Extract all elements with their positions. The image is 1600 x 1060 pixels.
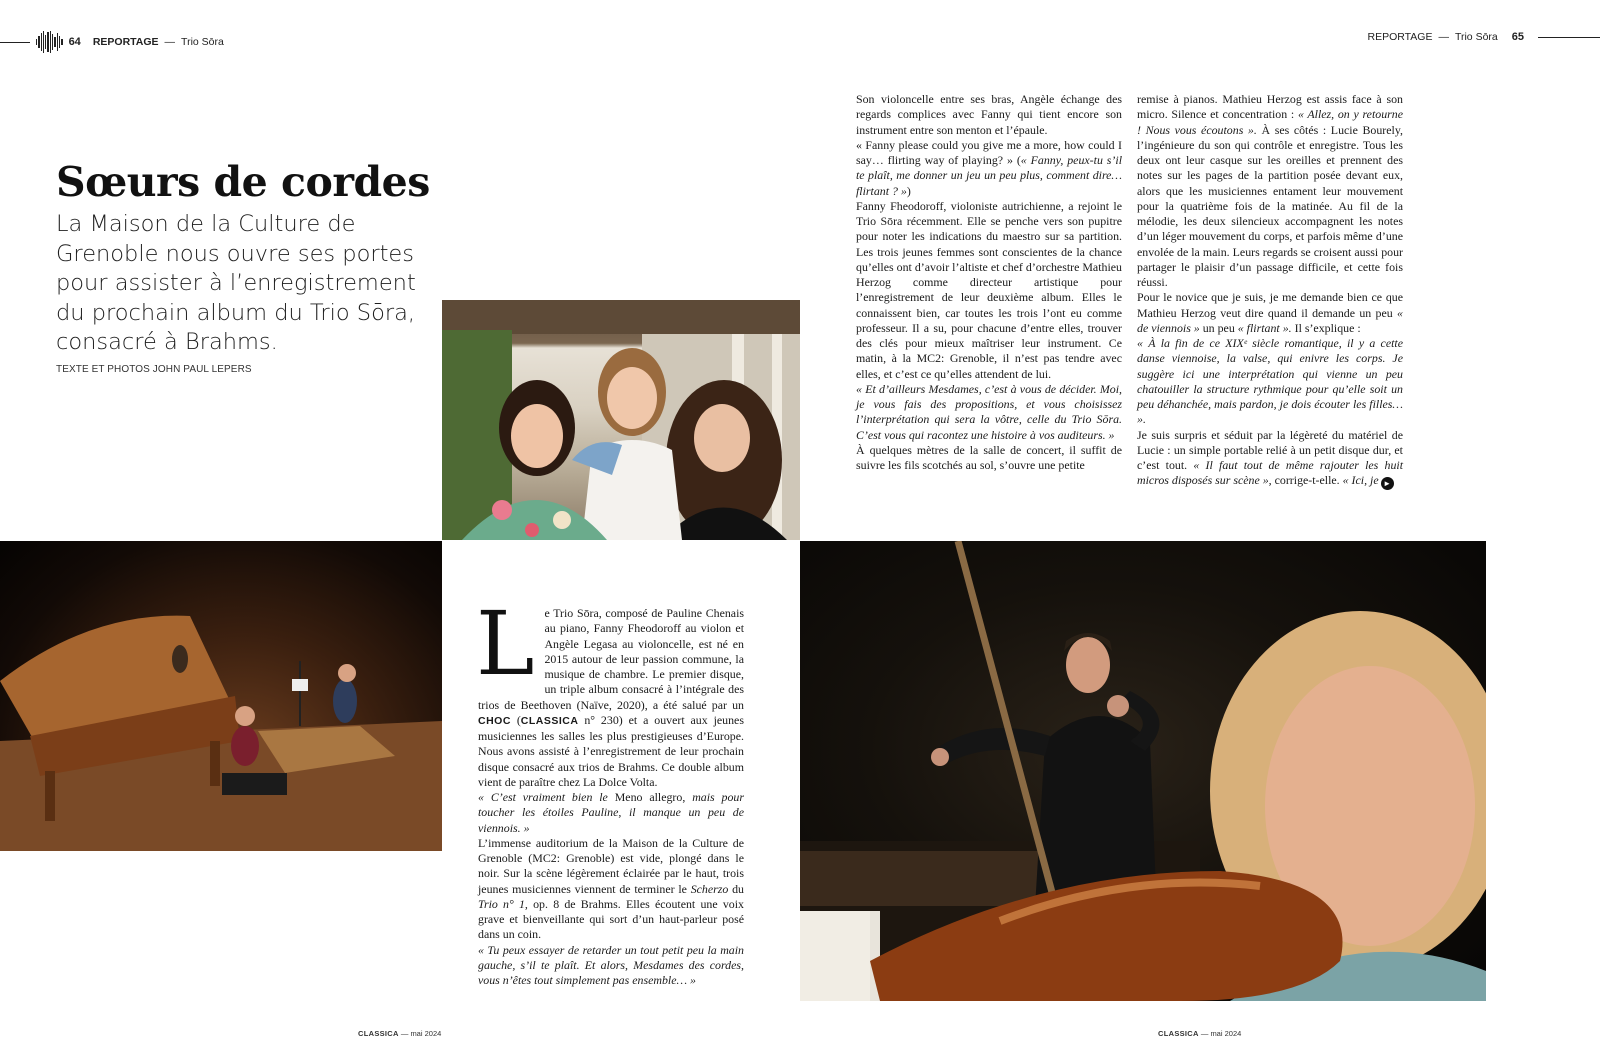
paragraph: remise à pianos. Mathieu Herzog est assis face à son micro. Silence et concentration : « Allez, on y retourne ! Nous vous écoutons ». À ses côtés : Lucie Bourely, l’ingénieure du son qui contrôle et enregistre. Tous les deux ont leur casque sur les oreilles et prennent des notes sur les pages de la partition posée devant eux, alors que les musiciennes entament leur mouvement pour la quatrième fois de la matinée. Au fil de la mélodie, les deux silencieux accompagnent les notes d’un léger mouvement du corps, et parfois même d’une envolée de la main. Leurs regards se croisent aussi pour partager le plaisir d’un passage difficile, et cette fois réussi. [1137, 92, 1403, 289]
dropcap: L [476, 592, 535, 695]
paragraph: Fanny Fheodoroff, violoniste autrichienne, a rejoint le Trio Sōra récemment. Elle se penche vers son pupitre pour noter les indications du maestro sur sa partition. Les trois jeunes femmes sont conscientes de la chance qu’elles ont d’avoir l’altiste et chef d’orchestre Mathieu Herzog comme directeur artistique pour l’enregistrement de leur deuxième album. Elles le connaissent bien, car toutes les trois l’ont eu comme professeur. Il a su, pour chacune d’entre elles, trouver des clés pour mieux maîtriser leur instrument. Ce matin, à la MC2: Grenoble, il n’est pas tendre avec elles, et c’est ce qu’elles attendent de lui. [856, 198, 1122, 381]
paragraph: Pour le novice que je suis, je me demande bien ce que Mathieu Herzog veut dire quand il demande un peu « de viennois » un peu « flirtant ». Il s’explique : [1137, 290, 1403, 335]
article-subtitle: La Maison de la Culture de Grenoble nous ouvre ses portes pour assister à l’enregistrement du prochain album du Trio Sōra, consacré à Brahms. [56, 211, 416, 355]
header-topic: Trio Sōra [181, 36, 224, 48]
header-separator: — [1438, 31, 1449, 43]
footer-brand: CLASSICA [1158, 1029, 1199, 1038]
paragraph: e Trio Sōra, composé de Pauline Chenais au piano, Fanny Fheodoroff au violon et Angèle Legasa au violoncelle, est né en 2015 autour de leur passion commune, la musique de chambre. Le premier disque, un triple album consacré à l’intégrale des trios de Beethoven (Naïve, 2020), a été salué par un CHOC (CLASSICA n° 230) et a ouvert aux jeunes musiciennes les salles les plus prestigieuses d’Europe. Nous avons assisté à l’enregistrement de leur prochain disque consacré aux trios de Brahms. Ce double album vient de paraître chez La Dolce Volta. [478, 606, 744, 789]
section-label: REPORTAGE [1367, 31, 1433, 43]
header-separator: — [164, 36, 176, 48]
conductor-violin-photo [800, 541, 1486, 1001]
stage-piano-photo [0, 541, 442, 851]
quote: « C’est vraiment bien le Meno allegro, mais pour toucher les étoiles Pauline, il manque un peu de viennois. » [478, 790, 744, 835]
footer-right [1158, 1029, 1241, 1038]
running-head-left [0, 31, 224, 53]
section-label: REPORTAGE [92, 36, 159, 48]
text-column-3 [476, 592, 744, 988]
footer-separator: — [400, 1029, 409, 1038]
trio-portrait-photo [442, 300, 800, 540]
page-number: 64 [68, 36, 81, 48]
article-title: Sœurs de cordes [56, 158, 430, 206]
header-rule [1538, 37, 1600, 38]
stage-illustration [0, 541, 442, 851]
continue-arrow-icon: ► [1381, 477, 1394, 490]
portrait-illustration [442, 300, 800, 540]
paragraph: Son violoncelle entre ses bras, Angèle échange des regards complices avec Fanny qui tient encore son instrument entre son menton et l’épaule. [856, 92, 1122, 137]
text-column-2 [1137, 92, 1403, 490]
footer-brand: CLASSICA [358, 1029, 399, 1038]
header-rule [0, 42, 30, 43]
conductor-illustration [800, 541, 1486, 1001]
paragraph: Je suis surpris et séduit par la légèreté du matériel de Lucie : un simple portable relié à un petit disque dur, et c’est tout. « Il faut tout de même rajouter les huit micros disposés sur scène », corrige-t-elle. « Ici, je ► [1137, 427, 1403, 489]
paragraph: À quelques mètres de la salle de concert, il suffit de suivre les fils scotchés au sol, s’ouvre une petite [856, 442, 1122, 472]
header-topic: Trio Sōra [1454, 31, 1498, 43]
footer-separator: — [1200, 1029, 1209, 1038]
quote: « Et d’ailleurs Mesdames, c’est à vous de décider. Moi, je vous fais des propositions, et vous choisissez l’interprétation qui sera la vôtre, celle du Trio Sōra. C’est vous qui racontez une histoire à vos auditeurs. » [856, 381, 1122, 442]
footer-left [358, 1029, 441, 1038]
soundwave-icon [36, 31, 63, 53]
paragraph: « Fanny please could you give me a more, how could I say… flirting way of playing? » (« Fanny, peux-tu s’il te plaît, me donner un jeu un peu plus, comment dire… flirtant ? ») [856, 137, 1122, 198]
running-head-right [1367, 31, 1600, 43]
paragraph: L’immense auditorium de la Maison de la Culture de Grenoble (MC2: Grenoble) est vide, plongé dans le noir. Sur la scène légèrement éclairée par le haut, trois jeunes musiciennes viennent de terminer le Scherzo du Trio n° 1, op. 8 de Brahms. Elles écoutent une voix grave et bienveillante qui sort d’un haut-parleur posé dans un coin. [478, 835, 744, 942]
article-credit: TEXTE ET PHOTOS JOHN PAUL LEPERS [56, 364, 252, 375]
quote: « À la fin de ce XIXᵉ siècle romantique, il y a cette danse viennoise, la valse, qui enivre les corps. Je suggère ici une interprétation qui vienne un peu chatouiller la structure rythmique pour qu’elle soit un peu déhanchée, mais pardon, je dois écouter les filles… ». [1137, 336, 1403, 427]
text-column-1 [856, 92, 1122, 473]
footer-issue: mai 2024 [1210, 1029, 1242, 1038]
page-number: 65 [1511, 31, 1524, 43]
footer-issue: mai 2024 [410, 1029, 442, 1038]
quote: « Tu peux essayer de retarder un tout petit peu la main gauche, s’il te plaît. Et alors, Mesdames des cordes, vous n’êtes tout simplement pas ensemble… » [478, 942, 744, 987]
